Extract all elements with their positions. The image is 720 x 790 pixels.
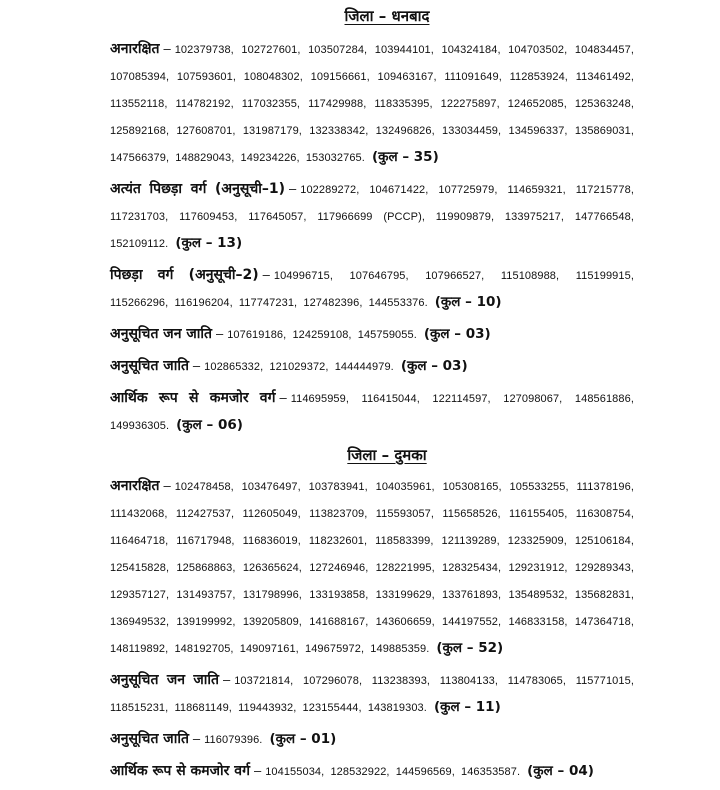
- roll-numbers: 116079396.: [204, 734, 263, 746]
- roll-numbers: 104155034, 128532922, 144596569, 146353587.: [265, 766, 521, 778]
- category-label: आर्थिक रूप से कमजोर वर्ग: [110, 390, 276, 406]
- category-label: अनुसूचित जाति: [110, 358, 189, 374]
- category-scheduled-tribe: [110, 667, 634, 721]
- document-page: [110, 0, 634, 790]
- category-total: (कुल – 35): [371, 149, 439, 165]
- category-total: (कुल – 03): [400, 358, 468, 374]
- separator: –: [289, 181, 297, 196]
- separator: –: [262, 267, 270, 282]
- category-scheduled-caste: [110, 353, 634, 380]
- category-label: आर्थिक रूप से कमजोर वर्ग: [110, 763, 250, 779]
- category-total: (कुल – 10): [434, 294, 502, 310]
- category-total: (कुल – 01): [269, 731, 337, 747]
- separator: –: [215, 326, 224, 341]
- roll-numbers: 104996715, 107646795, 107966527, 115108988, 115199915, 115266296, 116196204, 117747231, 127482396, 144553376.: [110, 270, 634, 309]
- category-label: अनुसूचित जाति: [110, 731, 189, 747]
- category-ebc-schedule-1: [110, 176, 634, 257]
- category-label: पिछड़ा वर्ग (अनुसूची–2): [110, 267, 259, 283]
- roll-numbers: 107619186, 124259108, 145759055.: [227, 329, 417, 341]
- roll-numbers: 102289272, 104671422, 107725979, 114659321, 117215778, 117231703, 117609453, 117645057, 117966699 (PCCP), 119909879, 133975217, 147766548, 152109112.: [110, 184, 634, 250]
- separator: –: [279, 390, 287, 405]
- roll-numbers: 102379738, 102727601, 103507284, 103944101, 104324184, 104703502, 104834457, 107085394, 107593601, 108048302, 109156661, 109463167, 111091649, 112853924, 113461492, 113552118, 114782192, 117032355, 117429988, 118335395, 122275897, 124652085, 125363248, 125892168, 127608701, 131987179, 132338342, 132496826, 133034459, 134596337, 135869031, 147566379, 148829043, 149234226, 153032765.: [110, 44, 634, 164]
- district-title-dumka: जिला – दुमका: [347, 446, 427, 464]
- category-total: (कुल – 03): [423, 326, 491, 342]
- separator: –: [253, 763, 262, 778]
- category-unreserved: [110, 473, 634, 662]
- category-ews: [110, 385, 634, 439]
- category-label: अत्यंत पिछड़ा वर्ग (अनुसूची–1): [110, 181, 286, 197]
- separator: –: [192, 358, 201, 373]
- category-total: (कुल – 06): [176, 417, 243, 433]
- category-bc-schedule-2: [110, 262, 634, 316]
- roll-numbers: 102478458, 103476497, 103783941, 104035961, 105308165, 105533255, 111378196, 111432068, 112427537, 112605049, 113823709, 115593057, 115658526, 116155405, 116308754, 116464718, 116717948, 116836019, 118232601, 118583399, 121139289, 123325909, 125106184, 125415828, 125868863, 126365624, 127246946, 128221995, 128325434, 129231912, 129289343, 129357127, 131493757, 131798996, 133193858, 133199629, 133761893, 135489532, 135682831, 136949532, 139199992, 139205809, 141688167, 143606659, 144197552, 146833158, 147364718, 148119892, 148192705, 149097161, 149675972, 149885359.: [110, 481, 634, 655]
- category-unreserved: [110, 36, 634, 171]
- category-label: अनारक्षित: [110, 41, 160, 57]
- separator: –: [192, 731, 201, 746]
- category-total: (कुल – 11): [433, 699, 501, 715]
- category-label: अनुसूचित जन जाति: [110, 672, 219, 688]
- roll-numbers: 114695959, 116415044, 122114597, 127098067, 148561886, 149936305.: [110, 393, 634, 432]
- separator: –: [163, 478, 171, 493]
- category-total: (कुल – 52): [436, 640, 504, 656]
- category-label: अनारक्षित: [110, 478, 160, 494]
- category-scheduled-caste: [110, 726, 634, 753]
- separator: –: [222, 672, 231, 687]
- category-scheduled-tribe: [110, 321, 634, 348]
- separator: –: [163, 41, 171, 56]
- category-ews: [110, 758, 634, 785]
- category-label: अनुसूचित जन जाति: [110, 326, 212, 342]
- category-total: (कुल – 04): [527, 763, 594, 779]
- category-total: (कुल – 13): [175, 235, 243, 251]
- district-title-dhanbad: जिला – धनबाद: [344, 7, 430, 25]
- roll-numbers: 102865332, 121029372, 144444979.: [204, 361, 394, 373]
- roll-numbers: 103721814, 107296078, 113238393, 113804133, 114783065, 115771015, 118515231, 118681149, 119443932, 123155444, 143819303.: [110, 675, 634, 714]
